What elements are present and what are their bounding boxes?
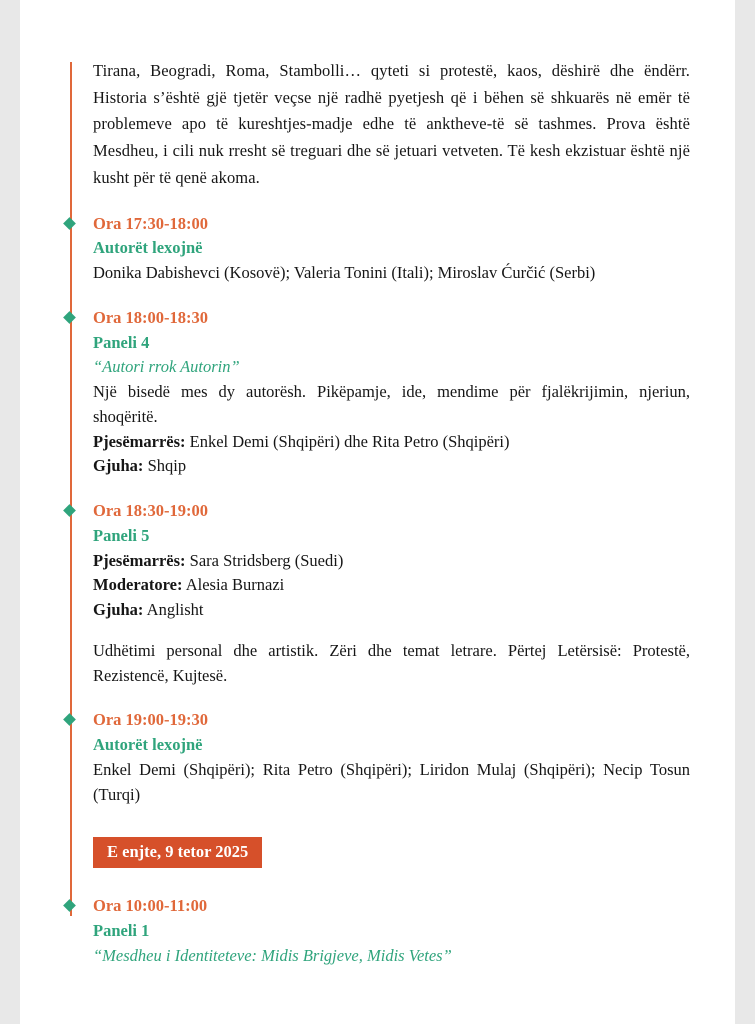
block-line — [93, 573, 690, 598]
block-line-text: Enkel Demi (Shqipëri); Rita Petro (Shqipëri); Liridon Mulaj (Shqipëri); Necip Tosun (Turqi) — [93, 759, 690, 804]
timeline-marker-icon — [63, 713, 76, 726]
block-panel-name: Paneli 1 — [93, 920, 150, 940]
block-time: Ora 17:30-18:00 — [93, 213, 209, 233]
block-line — [93, 549, 690, 574]
block-time: Ora 18:00-18:30 — [93, 307, 209, 327]
block-line-text: Alesia Burnazi — [185, 575, 285, 595]
block-panel-name: Autorët lexojnë — [93, 735, 203, 755]
block-spacer — [93, 623, 690, 639]
timeline-marker-icon — [63, 899, 76, 912]
timeline-marker-icon — [63, 504, 76, 517]
schedule-block — [93, 212, 690, 286]
block-line — [93, 758, 690, 808]
timeline-marker-icon — [63, 217, 76, 230]
intro-paragraph: Tirana, Beogradi, Roma, Stambolli… qyteti si protestë, kaos, dëshirë dhe ëndërr. Historia s’është gjë tjetër veçse një radhë pyetjesh që i bëhen së shkuarës në emër të problemeve apo të kureshtjes-madje edhe të anktheve-të së tashmes. Prova është Mesdheu, i cili nuk rresht së treguari dhe së jetuari vetveten. Të kesh ekzistuar është një kusht për të qenë akoma. — [93, 61, 690, 187]
document-page — [20, 0, 735, 1024]
schedule-block — [93, 894, 690, 968]
block-panel-title: “Mesdheu i Identiteteve: Midis Brigjeve, Midis Vetes” — [93, 945, 452, 965]
block-line-label: Moderatore: — [93, 575, 183, 595]
block-line-text: Një bisedë mes dy autorësh. Pikëpamje, ide, mendime për fjalëkrijimin, njeriun, shoqëritë. — [93, 382, 690, 426]
block-line-text: Donika Dabishevci (Kosovë); Valeria Tonini (Itali); Miroslav Ćurčić (Serbi) — [93, 263, 596, 283]
block-line-label: Pjesëmarrës: — [93, 431, 186, 451]
block-line — [93, 261, 690, 286]
block-line — [93, 380, 690, 430]
date-banner: E enjte, 9 tetor 2025 — [93, 837, 262, 868]
block-line — [93, 598, 690, 623]
block-line-text: Anglisht — [146, 600, 204, 620]
timeline-rail — [70, 62, 72, 916]
timeline-marker-icon — [63, 311, 76, 324]
block-line — [93, 639, 690, 689]
block-panel-name: Paneli 4 — [93, 332, 150, 352]
schedule-block — [93, 306, 690, 479]
block-line-text: Enkel Demi (Shqipëri) dhe Rita Petro (Shqipëri) — [189, 431, 510, 451]
block-time: Ora 19:00-19:30 — [93, 710, 209, 730]
block-line-text: Sara Stridsberg (Suedi) — [189, 550, 344, 570]
block-time: Ora 18:30-19:00 — [93, 501, 209, 521]
schedule-block — [93, 499, 690, 688]
block-time: Ora 10:00-11:00 — [93, 896, 208, 916]
block-line-label: Gjuha: — [93, 600, 144, 620]
block-panel-name: Autorët lexojnë — [93, 238, 203, 258]
block-line-text: Shqip — [147, 456, 187, 476]
block-panel-title: “Autori rrok Autorin” — [93, 357, 240, 377]
block-line-label: Pjesëmarrës: — [93, 550, 186, 570]
block-line-label: Gjuha: — [93, 456, 144, 476]
block-line-text: Udhëtimi personal dhe artistik. Zëri dhe temat letrare. Përtej Letërsisë: Protestë, Rezistencë, Kujtesë. — [93, 640, 690, 685]
block-line — [93, 454, 690, 479]
block-panel-name: Paneli 5 — [93, 525, 150, 545]
schedule-block — [93, 708, 690, 807]
document-content — [65, 58, 690, 968]
block-line — [93, 430, 690, 455]
